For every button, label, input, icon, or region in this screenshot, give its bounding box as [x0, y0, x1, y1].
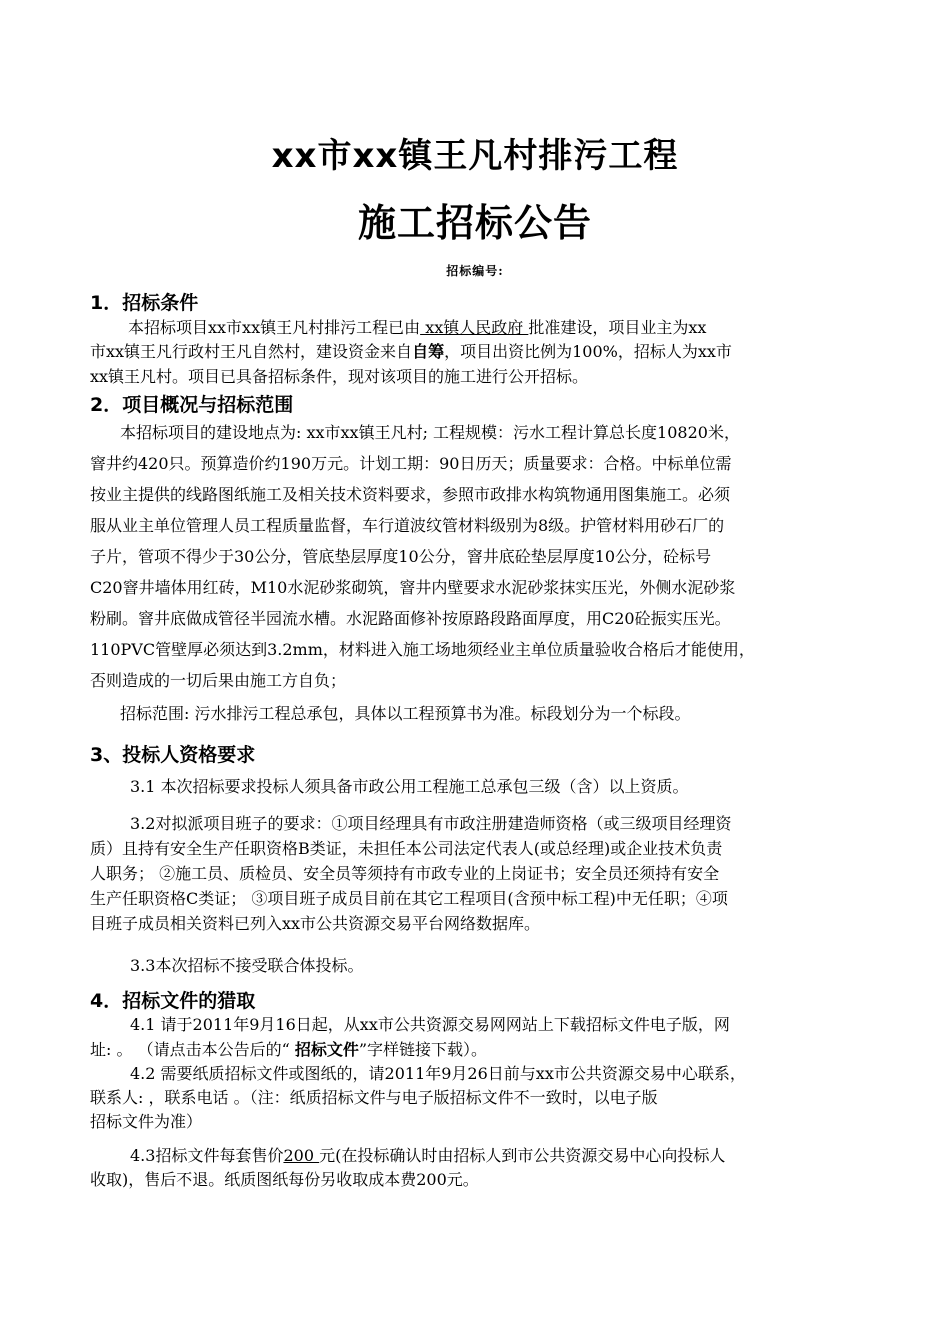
item-4-3-line-2: 收取)，售后不退。纸质图纸每份另收取成本费200元。 [90, 1170, 479, 1189]
section-3-heading: 3、投标人资格要求 [90, 744, 256, 766]
item-4-2-line: 4.2 需要纸质招标文件或图纸的，请2011年9月26日前与xx市公共资源交易中心联系， [130, 1064, 746, 1083]
section-1-line-1-text-a: 本招标项目xx市xx镇王凡村排污工程已由 [128, 318, 421, 337]
section-2-line: 子片，管项不得少于30公分，管底垫层厚度10公分，窨井底砼垫层厚度10公分，砼标号 [90, 547, 712, 566]
document-title-line1: xx市xx镇王凡村排污工程 [271, 136, 679, 176]
section-2-line: C20窨井墙体用红砖，M10水泥砂浆砌筑，窨井内壁要求水泥砂浆抹实压光，外侧水泥砂浆 [90, 578, 736, 597]
section-4-heading: 4．招标文件的猎取 [90, 990, 256, 1012]
requirement-3-3: 3.3本次招标不接受联合体投标。 [130, 956, 364, 975]
section-2-line: 粉刷。窨井底做成管径半园流水槽。水泥路面修补按原路段路面厚度，用C20砼振实压光。 [90, 609, 731, 628]
section-1-line-1-text-b: 批准建设，项目业主为xx [528, 318, 707, 337]
item-4-3-line-1 [130, 1146, 725, 1166]
bid-documents-link-label[interactable]: 招标文件 [294, 1040, 359, 1059]
item-4-1-line-2 [90, 1040, 487, 1060]
section-2-line: 服从业主单位管理人员工程质量监督，车行道波纹管材料级别为8级。护管材料用砂石厂的 [90, 516, 725, 535]
requirement-3-2-line: 3.2对拟派项目班子的要求：①项目经理具有市政注册建造师资格（或三级项目经理资 [130, 814, 732, 833]
requirement-3-1: 3.1 本次招标要求投标人须具备市政公用工程施工总承包三级（含）以上资质。 [130, 777, 689, 796]
item-4-3-text-b: 元(在投标确认时由招标人到市公共资源交易中心向投标人 [319, 1146, 726, 1165]
section-1-line-2-text-a: 市xx镇王凡行政村王凡自然村，建设资金来自 [90, 342, 413, 361]
document-price: 200 [283, 1146, 320, 1165]
funding-source: 自筹 [412, 342, 445, 361]
item-4-1-text-a: 址: 。 （请点击本公告后的“ [90, 1040, 295, 1059]
section-2-heading: 2．项目概况与招标范围 [90, 394, 294, 416]
item-4-1-line-1: 4.1 请于2011年9月16日起，从xx市公共资源交易网网站上下载招标文件电子版，网 [130, 1015, 730, 1034]
document-title-line2: 施工招标公告 [357, 201, 592, 245]
section-2-line: 窨井约420只。预算造价约190万元。计划工期：90日历天；质量要求：合格。中标单位需 [90, 454, 732, 473]
requirement-3-2-line: 人职务； ②施工员、质检员、安全员等须持有市政专业的上岗证书；安全员还须持有安全 [90, 864, 720, 883]
bid-scope: 招标范围: 污水排污工程总承包，具体以工程预算书为准。标段划分为一个标段。 [120, 704, 691, 723]
section-1-line-3: xx镇王凡村。项目已具备招标条件，现对该项目的施工进行公开招标。 [90, 367, 589, 386]
bid-number-label: 招标编号: [446, 264, 504, 278]
section-2-line: 否则造成的一切后果由施工方自负； [90, 671, 347, 690]
section-1-line-2-text-b: ，项目出资比例为100%，招标人为xx市 [444, 342, 732, 361]
item-4-3-text-a: 4.3招标文件每套售价 [130, 1146, 284, 1165]
section-1-heading: 1．招标条件 [90, 292, 199, 314]
requirement-3-2-line: 生产任职资格C类证； ③项目班子成员目前在其它工程项目(含预中标工程)中无任职；④项 [90, 889, 728, 908]
section-1-line-2 [90, 342, 732, 362]
requirement-3-2-line: 质）且持有安全生产任职资格B类证，未担任本公司法定代表人(或总经理)或企业技术负责 [90, 839, 723, 858]
approving-authority: xx镇人民政府 [420, 318, 529, 337]
item-4-2-line: 招标文件为准） [90, 1112, 203, 1131]
item-4-1-text-b: ”字样链接下载）。 [358, 1040, 488, 1059]
requirement-3-2-line: 目班子成员相关资料已列入xx市公共资源交易平台网络数据库。 [90, 914, 541, 933]
section-2-line: 110PVC管壁厚必须达到3.2mm，材料进入施工场地须经业主单位质量验收合格后才能使用， [90, 640, 755, 659]
section-2-line: 本招标项目的建设地点为: xx市xx镇王凡村; 工程规模：污水工程计算总长度10820米， [120, 423, 740, 442]
section-1-line-1 [128, 318, 706, 338]
section-2-line: 按业主提供的线路图纸施工及相关技术资料要求，参照市政排水构筑物通用图集施工。必须 [90, 485, 731, 504]
item-4-2-line: 联系人: ，联系电话 。（注：纸质招标文件与电子版招标文件不一致时，以电子版 [90, 1088, 658, 1107]
